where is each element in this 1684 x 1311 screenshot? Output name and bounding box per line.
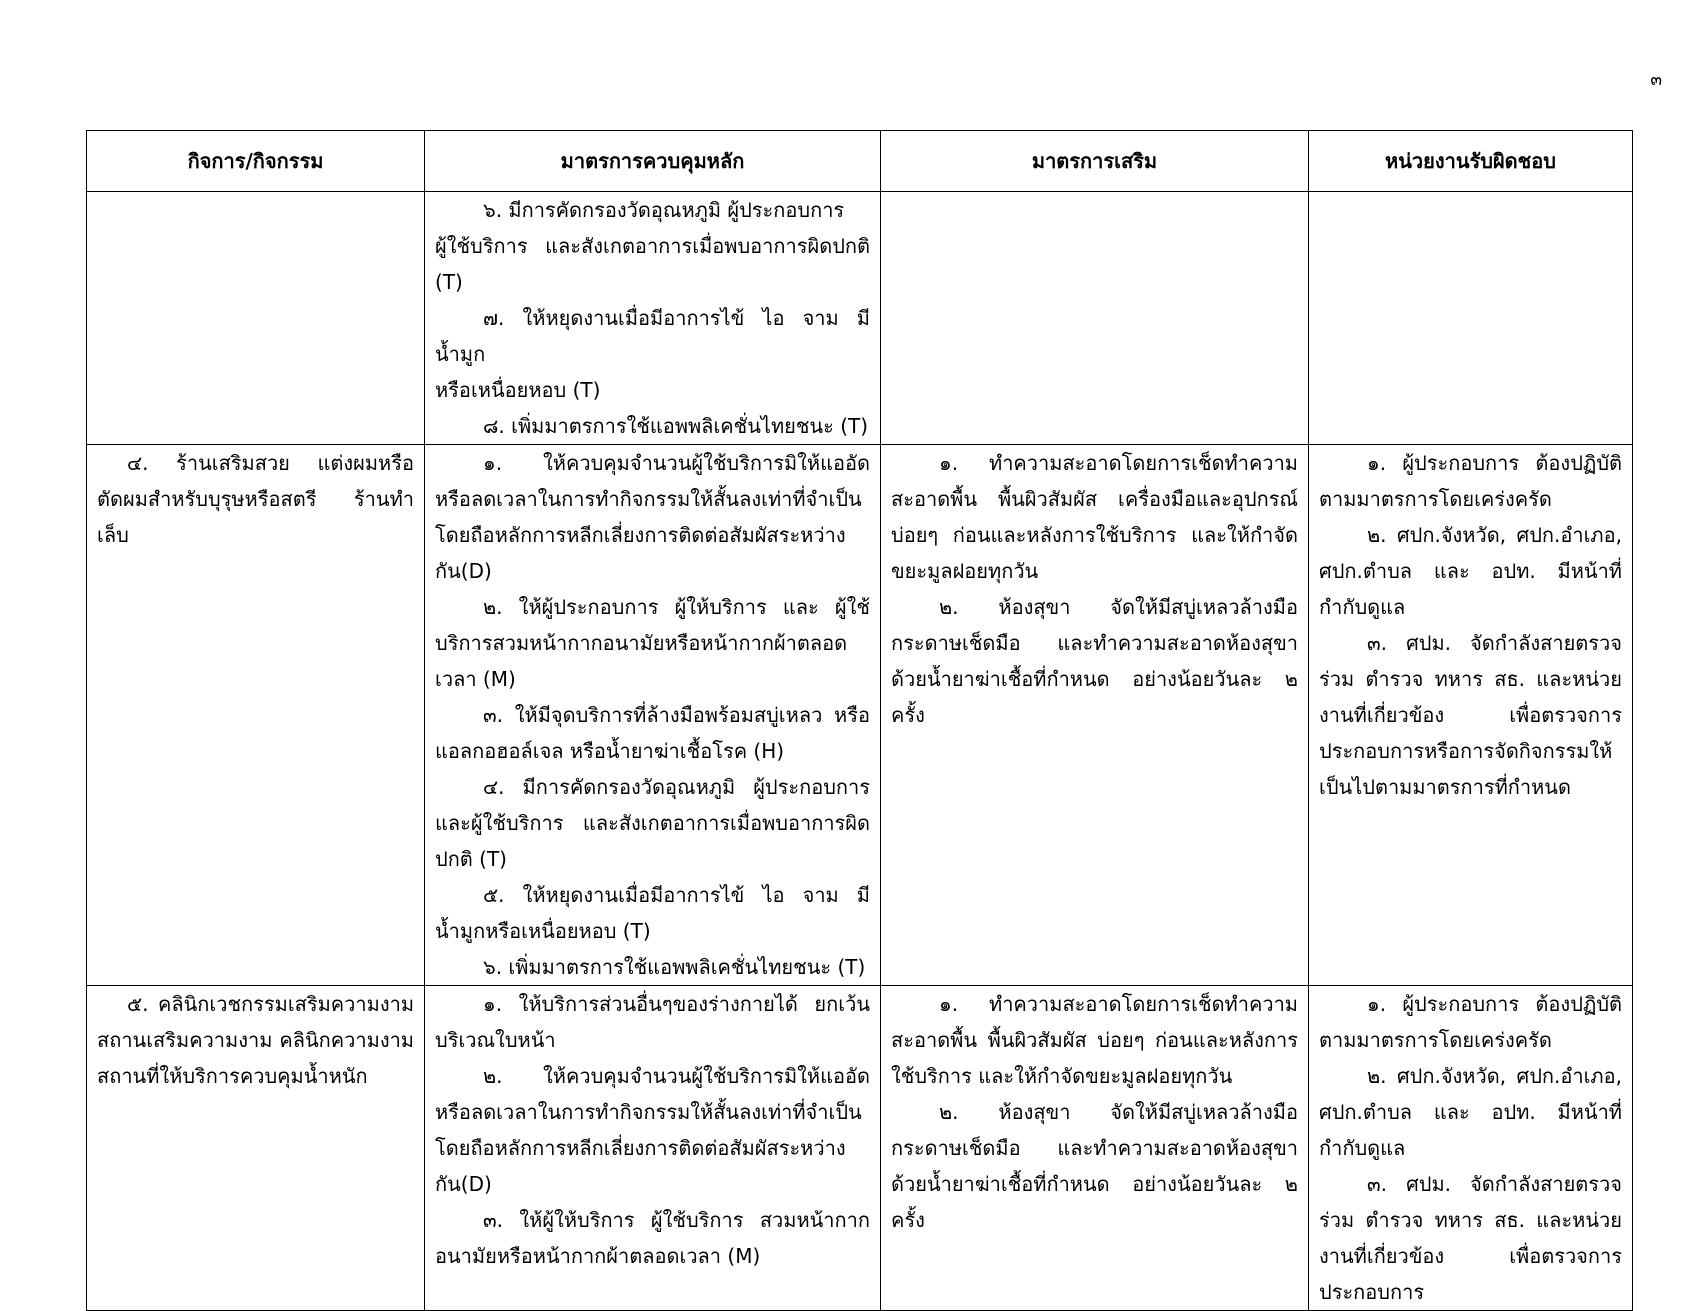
cell-paragraph: ๑. ทำความสะอาดโดยการเช็ดทำความสะอาดพื้น พื้นผิวสัมผัส บ่อยๆ ก่อนและหลังการใช้บริการ และให้กำจัดขยะมูลฝอยทุกวัน [891,992,1298,1088]
cell-paragraph: ๑. ทำความสะอาดโดยการเช็ดทำความสะอาดพื้น พื้นผิวสัมผัส เครื่องมือและอุปกรณ์ บ่อยๆ ก่อนและหลังการใช้บริการ และให้กำจัดขยะมูลฝอยทุกวัน [891,451,1298,583]
table-row [87,445,1633,986]
cell-paragraph: ๘. เพิ่มมาตรการใช้แอพพลิเคชั่นไทยชนะ (T) [483,414,869,438]
cell-paragraph: ผู้ใช้บริการ และสังเกตอาการเมื่อพบอาการผิดปกติ (T) [435,234,870,294]
responsible-agency-cell [1309,986,1633,1311]
cell-paragraph: ๒. ให้ควบคุมจำนวนผู้ใช้บริการมิให้แออัด หรือลดเวลาในการทำกิจกรรมให้สั้นลงเท่าที่จำเป็น โดยถือหลักการหลีกเลี่ยงการติดต่อสัมผัสระหว่างกัน(D) [435,1064,870,1196]
cell-paragraph: หรือเหนื่อยหอบ (T) [435,378,601,402]
header-activity: กิจการ/กิจกรรม [87,131,425,192]
header-responsible-agency: หน่วยงานรับผิดชอบ [1309,131,1633,192]
activity-cell [87,986,425,1311]
cell-paragraph: ๔. ร้านเสริมสวย แต่งผมหรือ ตัดผมสำหรับบุรุษหรือสตรี ร้านทำเล็บ [97,451,414,547]
cell-paragraph: ๓. ศปม. จัดกำลังสายตรวจร่วม ตำรวจ ทหาร สธ. และหน่วยงานที่เกี่ยวข้อง เพื่อตรวจการประกอบการหรือการจัดกิจกรรมให้เป็นไปตามมาตรการที่กำหนด [1319,631,1622,799]
header-main-measures: มาตรการควบคุมหลัก [425,131,881,192]
cell-paragraph: ๒. ห้องสุขา จัดให้มีสบู่เหลวล้างมือ กระดาษเช็ดมือ และทำความสะอาดห้องสุขาด้วยน้ำยาฆ่าเชื้อที่กำหนด อย่างน้อยวันละ ๒ ครั้ง [891,1100,1298,1232]
cell-paragraph: ๒. ศปก.จังหวัด, ศปก.อำเภอ, ศปก.ตำบล และ อปท. มีหน้าที่กำกับดูแล [1319,1064,1622,1160]
supplementary-measures-cell [881,986,1309,1311]
table-body [87,192,1633,1311]
cell-paragraph: ๓. ให้มีจุดบริการที่ล้างมือพร้อมสบู่เหลว หรือแอลกอฮอล์เจล หรือน้ำยาฆ่าเชื้อโรค (H) [435,703,870,763]
cell-paragraph: ๗. ให้หยุดงานเมื่อมีอาการไข้ ไอ จาม มีน้ำมูก [435,306,870,366]
cell-paragraph: ๕. คลินิกเวชกรรมเสริมความงาม สถานเสริมความงาม คลินิกความงาม สถานที่ให้บริการควบคุมน้ำหนัก [97,992,414,1088]
main-measures-cell [425,445,881,986]
page-number: ๓ [1650,70,1662,90]
cell-paragraph: ๕. ให้หยุดงานเมื่อมีอาการไข้ ไอ จาม มีน้ำมูกหรือเหนื่อยหอบ (T) [435,883,870,943]
cell-paragraph: ๒. ศปก.จังหวัด, ศปก.อำเภอ, ศปก.ตำบล และ อปท. มีหน้าที่กำกับดูแล [1319,523,1622,619]
cell-paragraph: ๒. ให้ผู้ประกอบการ ผู้ให้บริการ และ ผู้ใช้บริการสวมหน้ากากอนามัยหรือหน้ากากผ้าตลอดเวลา (M) [435,595,870,691]
supplementary-measures-cell [881,445,1309,986]
cell-paragraph: ๖. มีการคัดกรองวัดอุณหภูมิ ผู้ประกอบการ [483,198,845,222]
cell-paragraph: ๔. มีการคัดกรองวัดอุณหภูมิ ผู้ประกอบการและผู้ใช้บริการ และสังเกตอาการเมื่อพบอาการผิดปกติ (T) [435,775,870,871]
cell-paragraph: ๒. ห้องสุขา จัดให้มีสบู่เหลวล้างมือ กระดาษเช็ดมือ และทำความสะอาดห้องสุขาด้วยน้ำยาฆ่าเชื้อที่กำหนด อย่างน้อยวันละ ๒ ครั้ง [891,595,1298,727]
responsible-agency-cell [1309,192,1633,445]
header-supplementary-measures: มาตรการเสริม [881,131,1309,192]
cell-paragraph: ๖. เพิ่มมาตรการใช้แอพพลิเคชั่นไทยชนะ (T) [483,955,866,979]
responsible-agency-cell [1309,445,1633,986]
table-row [87,192,1633,445]
cell-paragraph: ๑. ให้บริการส่วนอื่นๆของร่างกายได้ ยกเว้นบริเวณใบหน้า [435,992,870,1052]
main-measures-cell [425,986,881,1311]
cell-paragraph: ๑. ผู้ประกอบการ ต้องปฏิบัติตามมาตรการโดยเคร่งครัด [1319,451,1622,511]
main-measures-cell [425,192,881,445]
cell-paragraph: ๓. ศปม. จัดกำลังสายตรวจ ร่วม ตำรวจ ทหาร สธ. และหน่วยงานที่เกี่ยวข้อง เพื่อตรวจการประกอบการ [1319,1172,1622,1304]
table-header-row [87,131,1633,192]
activity-cell [87,445,425,986]
table-row [87,986,1633,1311]
cell-paragraph: ๓. ให้ผู้ให้บริการ ผู้ใช้บริการ สวมหน้ากากอนามัยหรือหน้ากากผ้าตลอดเวลา (M) [435,1208,870,1268]
cell-paragraph: ๑. ผู้ประกอบการ ต้องปฏิบัติตามมาตรการโดยเคร่งครัด [1319,992,1622,1052]
measures-table [86,130,1633,1311]
activity-cell [87,192,425,445]
supplementary-measures-cell [881,192,1309,445]
cell-paragraph: ๑. ให้ควบคุมจำนวนผู้ใช้บริการมิให้แออัด หรือลดเวลาในการทำกิจกรรมให้สั้นลงเท่าที่จำเป็น โดยถือหลักการหลีกเลี่ยงการติดต่อสัมผัสระหว่างกัน(D) [435,451,870,583]
